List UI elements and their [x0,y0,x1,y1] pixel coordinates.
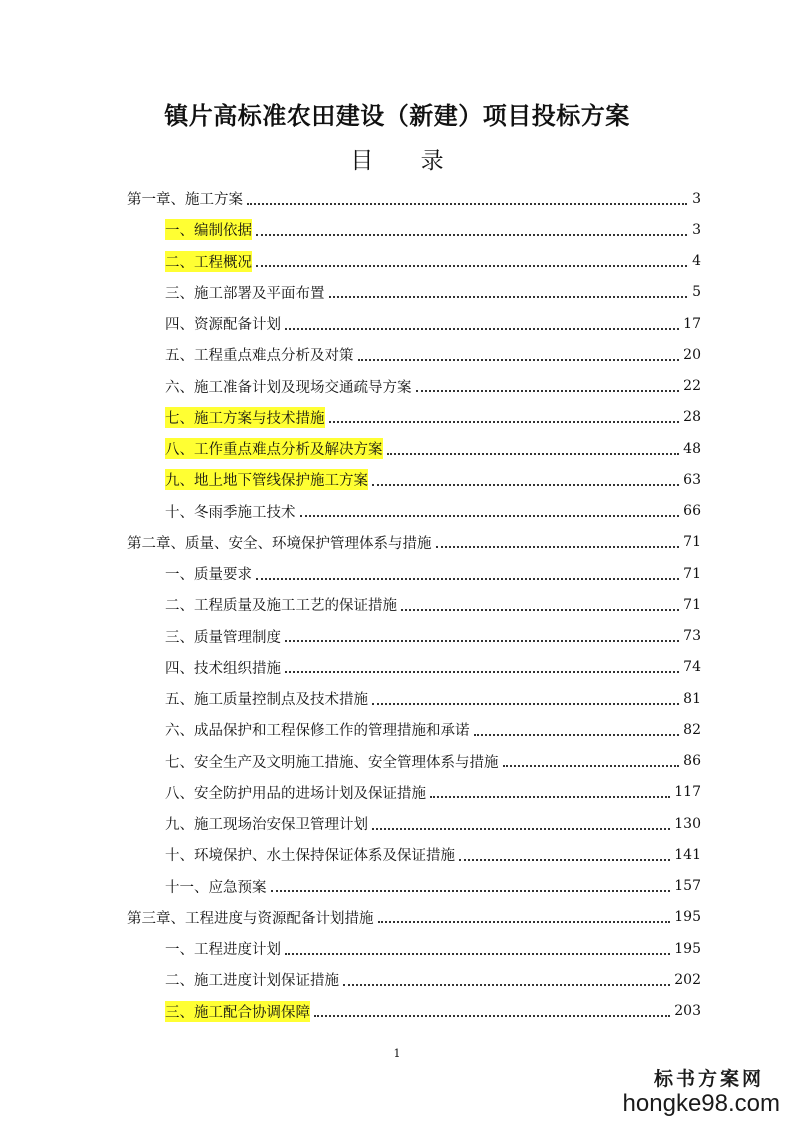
document-title: 镇片高标准农田建设（新建）项目投标方案 [164,101,630,130]
toc-entry-page: 195 [674,940,701,957]
toc-heading: 目 录 [350,148,464,174]
toc-section-entry[interactable] [0,496,701,527]
toc-section-entry[interactable] [0,214,701,245]
toc-entry-title: 八、安全防护用品的进场计划及保证措施 [165,785,426,802]
toc-section-entry[interactable] [0,808,701,839]
toc-entry-title: 九、地上地下管线保护施工方案 [165,469,368,490]
toc-entry-page: 74 [683,659,701,676]
toc-entry-title: 九、施工现场治安保卫管理计划 [165,817,368,834]
toc-entry-page: 157 [674,878,701,895]
toc-dot-leader [459,859,670,861]
toc-entry-page: 117 [674,784,701,801]
toc-dot-leader [503,765,680,767]
toc-entry-title: 一、编制依据 [165,219,252,240]
watermark-name: 标书方案网 [653,1068,764,1090]
toc-dot-leader [372,484,679,486]
toc-section-entry[interactable] [0,339,701,370]
toc-entry-title: 第二章、质量、安全、环境保护管理体系与措施 [127,535,432,552]
toc-entry-page: 20 [683,346,701,363]
toc-section-entry[interactable] [0,621,701,652]
toc-dot-leader [329,421,680,423]
toc-entry-title: 一、工程进度计划 [165,942,281,959]
toc-entry-page: 141 [674,846,701,863]
toc-section-entry[interactable] [0,933,701,964]
toc-section-entry[interactable] [0,464,701,495]
toc-chapter-entry[interactable] [0,902,701,933]
toc-entry-page: 66 [683,503,701,520]
watermark-url: hongke98.com [622,1090,780,1117]
toc-entry-title: 二、施工进度计划保证措施 [165,973,339,990]
toc-entry-title: 五、施工质量控制点及技术措施 [165,692,368,709]
toc-dot-leader [387,453,680,455]
toc-entry-page: 48 [683,440,701,457]
toc-dot-leader [358,359,680,361]
toc-section-entry[interactable] [0,433,701,464]
toc-section-entry[interactable] [0,246,701,277]
toc-entry-title: 三、施工配合协调保障 [165,1001,310,1022]
toc-entry-page: 71 [683,596,701,613]
toc-entry-title: 第一章、施工方案 [127,192,243,209]
toc-dot-leader [285,671,679,673]
toc-dot-leader [285,328,679,330]
toc-section-entry[interactable] [0,996,701,1027]
toc-dot-leader [378,921,671,923]
toc-entry-page: 63 [683,471,701,488]
toc-entry-title: 十、环境保护、水土保持保证体系及保证措施 [165,848,455,865]
toc-chapter-entry[interactable] [0,527,701,558]
toc-dot-leader [416,390,680,392]
toc-entry-page: 71 [683,534,701,551]
toc-entry-page: 4 [692,253,701,270]
toc-entry-title: 四、资源配备计划 [165,317,281,334]
toc-section-entry[interactable] [0,371,701,402]
toc-entry-page: 203 [674,1003,701,1020]
toc-entry-title: 四、技术组织措施 [165,660,281,677]
toc-section-entry[interactable] [0,308,701,339]
toc-entry-page: 82 [683,721,701,738]
table-of-contents [0,183,794,1027]
toc-entry-title: 六、成品保护和工程保修工作的管理措施和承诺 [165,723,470,740]
toc-section-entry[interactable] [0,589,701,620]
toc-entry-title: 二、工程概况 [165,251,252,272]
toc-entry-page: 3 [692,221,701,238]
toc-dot-leader [343,984,670,986]
toc-entry-title: 一、质量要求 [165,567,252,584]
toc-entry-title: 二、工程质量及施工工艺的保证措施 [165,598,397,615]
toc-entry-title: 十、冬雨季施工技术 [165,504,296,521]
toc-section-entry[interactable] [0,777,701,808]
toc-dot-leader [372,828,670,830]
toc-entry-page: 22 [683,378,701,395]
toc-section-entry[interactable] [0,558,701,589]
toc-dot-leader [474,734,680,736]
toc-dot-leader [285,640,679,642]
toc-entry-title: 五、工程重点难点分析及对策 [165,348,354,365]
toc-section-entry[interactable] [0,402,701,433]
toc-dot-leader [314,1015,670,1017]
toc-entry-page: 130 [674,815,701,832]
toc-entry-title: 七、施工方案与技术措施 [165,407,325,428]
toc-entry-title: 三、施工部署及平面布置 [165,285,325,302]
toc-entry-title: 第三章、工程进度与资源配备计划措施 [127,910,374,927]
toc-dot-leader [300,515,680,517]
toc-entry-title: 十一、应急预案 [165,879,267,896]
toc-entry-page: 71 [683,565,701,582]
watermark [623,1064,780,1117]
toc-section-entry[interactable] [0,714,701,745]
toc-section-entry[interactable] [0,871,701,902]
toc-chapter-entry[interactable] [0,183,701,214]
toc-entry-title: 三、质量管理制度 [165,629,281,646]
toc-section-entry[interactable] [0,746,701,777]
toc-entry-page: 81 [683,690,701,707]
toc-dot-leader [401,609,679,611]
toc-section-entry[interactable] [0,652,701,683]
toc-section-entry[interactable] [0,839,701,870]
toc-dot-leader [430,796,670,798]
toc-dot-leader [256,234,687,236]
page-number: 1 [393,1047,401,1060]
toc-dot-leader [436,546,680,548]
toc-entry-page: 5 [692,284,701,301]
toc-entry-title: 七、安全生产及文明施工措施、安全管理体系与措施 [165,754,499,771]
toc-dot-leader [271,890,671,892]
toc-entry-page: 195 [674,909,701,926]
toc-entry-page: 73 [683,628,701,645]
toc-section-entry[interactable] [0,964,701,995]
toc-section-entry[interactable] [0,277,701,308]
toc-entry-page: 86 [683,753,701,770]
toc-entry-page: 202 [674,971,701,988]
toc-dot-leader [247,203,687,205]
toc-entry-title: 六、施工准备计划及现场交通疏导方案 [165,379,412,396]
toc-entry-title: 八、工作重点难点分析及解决方案 [165,438,383,459]
toc-dot-leader [285,953,670,955]
toc-entry-page: 17 [683,315,701,332]
toc-dot-leader [256,578,679,580]
toc-section-entry[interactable] [0,683,701,714]
toc-dot-leader [256,265,687,267]
toc-entry-page: 28 [683,409,701,426]
toc-dot-leader [329,296,688,298]
toc-dot-leader [372,703,679,705]
toc-entry-page: 3 [692,190,701,207]
